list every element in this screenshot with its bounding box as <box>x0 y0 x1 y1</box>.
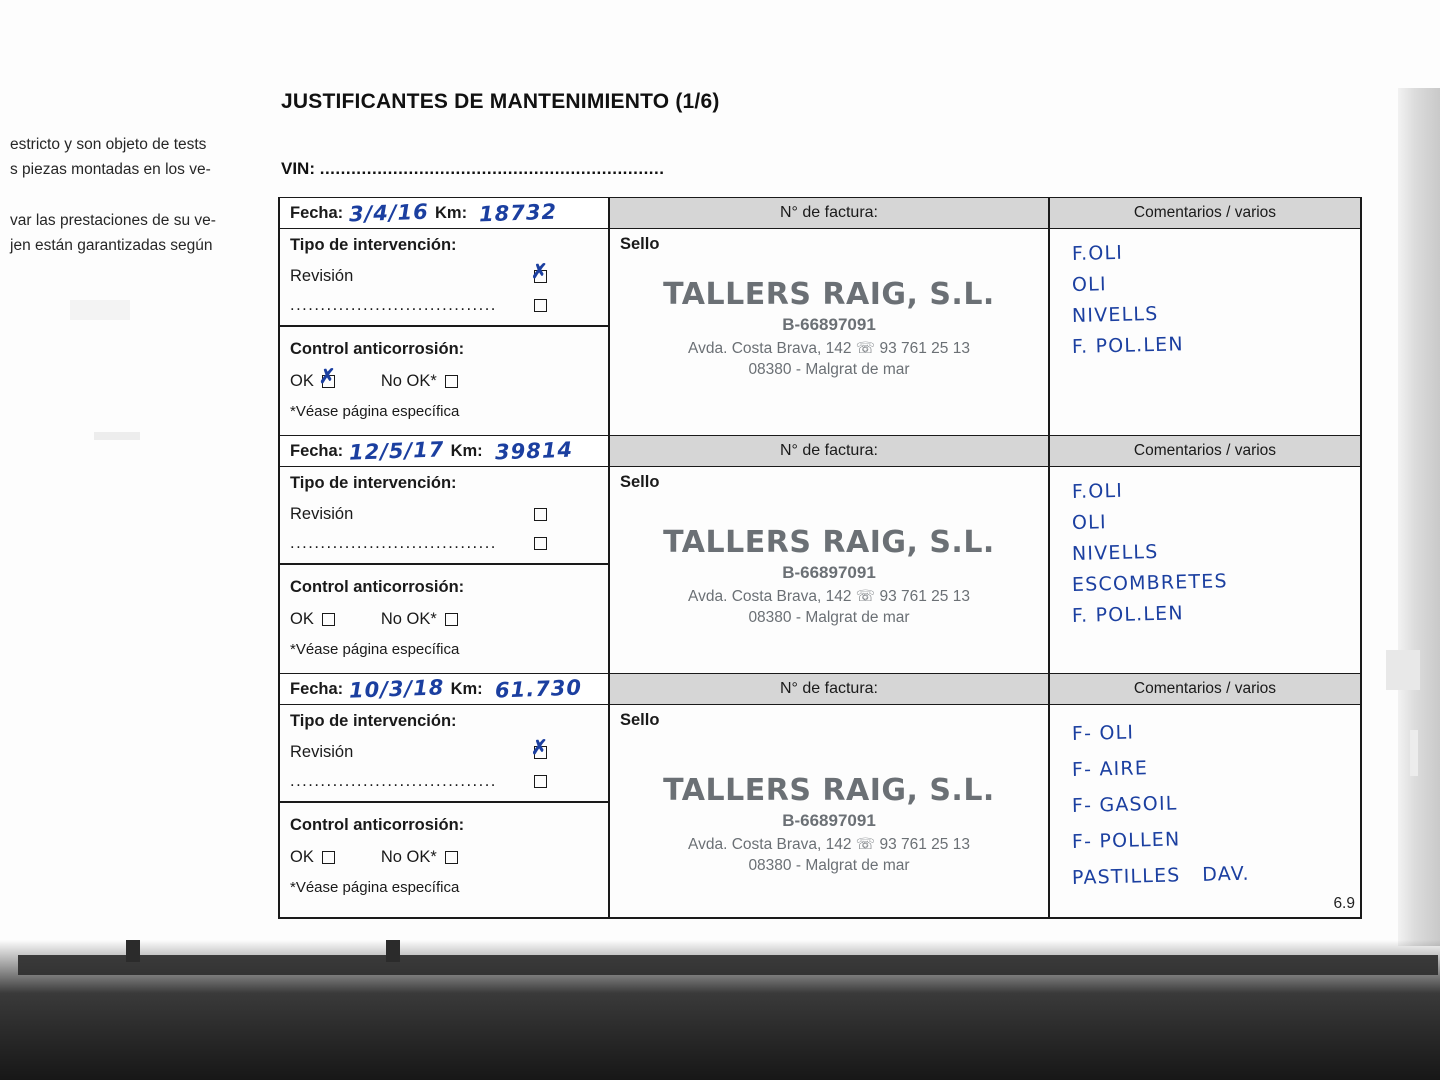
intervention-cell <box>280 229 610 435</box>
list-item: F- OLI <box>1071 721 1135 745</box>
anticorrosion-options-row[interactable] <box>290 848 598 867</box>
km-value: 18732 <box>478 199 558 227</box>
stamp-city: 08380 - Malgrat de mar <box>748 609 910 626</box>
other-option-checkbox[interactable] <box>534 775 547 788</box>
comments-cell[interactable] <box>1050 705 1360 917</box>
fecha-value: 3/4/16 <box>348 199 430 227</box>
vease-note: *Véase página específica <box>290 879 460 896</box>
ok-checkbox[interactable] <box>322 613 335 626</box>
divider <box>280 563 608 565</box>
list-item: F- AIRE <box>1071 757 1149 781</box>
ok-label: OK <box>290 372 314 390</box>
stamp-address: Avda. Costa Brava, 142 ☏ 93 761 25 13 <box>688 836 970 853</box>
stamp-name: TALLERS RAIG, S.L. <box>663 525 995 560</box>
workshop-stamp <box>610 525 1048 627</box>
other-option-label: .................................. <box>290 296 497 314</box>
comments-cell[interactable] <box>1050 467 1360 673</box>
revision-option-row[interactable] <box>290 743 598 762</box>
revision-option-row[interactable] <box>290 505 598 524</box>
fecha-value: 10/3/18 <box>348 675 445 703</box>
table-row <box>280 437 1360 675</box>
comments-header-cell: Comentarios / varios <box>1050 436 1360 466</box>
no-ok-checkbox[interactable] <box>445 375 458 388</box>
list-item: OLI <box>1071 273 1108 296</box>
invoice-number-cell[interactable]: N° de factura: <box>610 674 1050 704</box>
stamp-cif: B-66897091 <box>782 315 876 334</box>
anticorrosion-section <box>280 571 608 662</box>
list-item: OLI <box>1071 511 1108 534</box>
record-date-cell[interactable] <box>280 674 610 704</box>
revision-checkbox[interactable] <box>534 270 547 283</box>
anticorrosion-section <box>280 809 608 900</box>
workshop-stamp <box>610 773 1048 875</box>
list-item: F- POLLEN <box>1071 828 1181 853</box>
no-ok-checkbox[interactable] <box>445 613 458 626</box>
ok-checkbox[interactable] <box>322 375 335 388</box>
other-option-row[interactable] <box>290 772 598 791</box>
list-item: ESCOMBRETES <box>1071 570 1229 596</box>
record-header-row <box>280 675 1360 705</box>
fecha-label: Fecha: <box>290 679 344 698</box>
ok-label: OK <box>290 610 314 628</box>
no-ok-label: No OK* <box>380 372 437 390</box>
comments-list <box>1050 229 1360 358</box>
stamp-city: 08380 - Malgrat de mar <box>748 857 910 874</box>
record-header-row <box>280 199 1360 229</box>
stamp-cell <box>610 229 1050 435</box>
stamp-city: 08380 - Malgrat de mar <box>748 361 910 378</box>
revision-label: Revisión <box>290 267 354 285</box>
scan-right-edge <box>1398 88 1440 946</box>
revision-checkbox[interactable] <box>534 746 547 759</box>
stamp-cell <box>610 705 1050 917</box>
maintenance-records-table <box>278 197 1362 919</box>
record-header-row <box>280 437 1360 467</box>
scan-artifact <box>70 300 130 320</box>
divider <box>280 801 608 803</box>
invoice-number-cell[interactable]: N° de factura: <box>610 436 1050 466</box>
stamp-name: TALLERS RAIG, S.L. <box>663 773 995 808</box>
revision-label: Revisión <box>290 743 354 761</box>
vin-dotted-field[interactable]: .................................................................. <box>319 159 665 178</box>
scan-artifact <box>94 432 140 440</box>
scan-binder-tab <box>126 940 140 962</box>
list-item: NIVELLS <box>1071 540 1159 565</box>
left-margin-line-4: jen están garantizadas según <box>10 237 213 254</box>
other-option-label: .................................. <box>290 534 497 552</box>
page-title: JUSTIFICANTES DE MANTENIMIENTO (1/6) <box>281 90 720 113</box>
list-item: F.OLI <box>1071 241 1124 265</box>
list-item: PASTILLES DAV. <box>1071 862 1250 889</box>
table-row <box>280 199 1360 437</box>
vease-note: *Véase página específica <box>290 641 460 658</box>
stamp-address: Avda. Costa Brava, 142 ☏ 93 761 25 13 <box>688 588 970 605</box>
no-ok-label: No OK* <box>380 848 437 866</box>
stamp-name: TALLERS RAIG, S.L. <box>663 277 995 312</box>
other-option-row[interactable] <box>290 534 598 553</box>
other-option-row[interactable] <box>290 296 598 315</box>
revision-option-row[interactable] <box>290 267 598 286</box>
vin-line <box>281 159 664 179</box>
record-date-cell[interactable] <box>280 436 610 466</box>
fecha-label: Fecha: <box>290 203 344 222</box>
other-option-checkbox[interactable] <box>534 537 547 550</box>
list-item: NIVELLS <box>1071 302 1159 327</box>
record-date-cell[interactable] <box>280 198 610 228</box>
comments-list <box>1050 705 1360 889</box>
anticorrosion-section <box>280 333 608 424</box>
stamp-cif: B-66897091 <box>782 563 876 582</box>
no-ok-label: No OK* <box>380 610 437 628</box>
left-margin-line-1: estricto y son objeto de tests <box>10 136 207 153</box>
ok-label: OK <box>290 848 314 866</box>
anticorrosion-options-row[interactable] <box>290 610 598 629</box>
km-value: 39814 <box>494 437 574 465</box>
km-label: Km: <box>450 679 483 698</box>
intervention-cell <box>280 467 610 673</box>
comments-header-cell: Comentarios / varios <box>1050 674 1360 704</box>
divider <box>280 325 608 327</box>
comments-header-cell: Comentarios / varios <box>1050 198 1360 228</box>
intervention-cell <box>280 705 610 917</box>
sello-label: Sello <box>620 473 660 491</box>
control-anticorrosion-label: Control anticorrosión: <box>290 578 465 596</box>
scan-artifact <box>1386 650 1420 690</box>
vease-note: *Véase página específica <box>290 403 460 420</box>
list-item: F. POL.LEN <box>1071 333 1185 358</box>
tipo-intervencion-label: Tipo de intervención: <box>290 712 457 730</box>
tipo-intervencion-label: Tipo de intervención: <box>290 474 457 492</box>
table-row <box>280 675 1360 917</box>
left-margin-text-block-2 <box>10 208 270 258</box>
control-anticorrosion-label: Control anticorrosión: <box>290 340 465 358</box>
revision-label: Revisión <box>290 505 354 523</box>
fecha-label: Fecha: <box>290 441 344 460</box>
ok-checkbox[interactable] <box>322 851 335 864</box>
km-label: Km: <box>450 441 483 460</box>
km-value: 61.730 <box>494 675 583 703</box>
scan-binder-tab <box>386 940 400 962</box>
invoice-number-cell[interactable]: N° de factura: <box>610 198 1050 228</box>
scan-artifact <box>1410 730 1418 776</box>
stamp-cell <box>610 467 1050 673</box>
stamp-cif: B-66897091 <box>782 811 876 830</box>
comments-list <box>1050 467 1360 627</box>
page-number: 6.9 <box>1333 895 1355 912</box>
left-margin-line-3: var las prestaciones de su ve- <box>10 212 216 229</box>
anticorrosion-options-row[interactable] <box>290 372 598 391</box>
stamp-address: Avda. Costa Brava, 142 ☏ 93 761 25 13 <box>688 340 970 357</box>
sello-label: Sello <box>620 235 660 253</box>
sello-label: Sello <box>620 711 660 729</box>
tipo-intervencion-label: Tipo de intervención: <box>290 236 457 254</box>
control-anticorrosion-label: Control anticorrosión: <box>290 816 465 834</box>
workshop-stamp <box>610 277 1048 379</box>
vin-label: VIN: <box>281 159 315 178</box>
scan-bottom-bar <box>18 955 1438 975</box>
other-option-label: .................................. <box>290 772 497 790</box>
list-item: F. POL.LEN <box>1071 602 1185 627</box>
list-item: F- GASOIL <box>1071 792 1178 817</box>
revision-checkbox[interactable] <box>534 508 547 521</box>
other-option-checkbox[interactable] <box>534 299 547 312</box>
fecha-value: 12/5/17 <box>348 437 445 465</box>
left-margin-line-2: s piezas montadas en los ve- <box>10 161 211 178</box>
no-ok-checkbox[interactable] <box>445 851 458 864</box>
km-label: Km: <box>434 203 468 222</box>
list-item: F.OLI <box>1071 479 1124 503</box>
left-margin-text-block-1 <box>10 132 270 182</box>
comments-cell[interactable] <box>1050 229 1360 435</box>
